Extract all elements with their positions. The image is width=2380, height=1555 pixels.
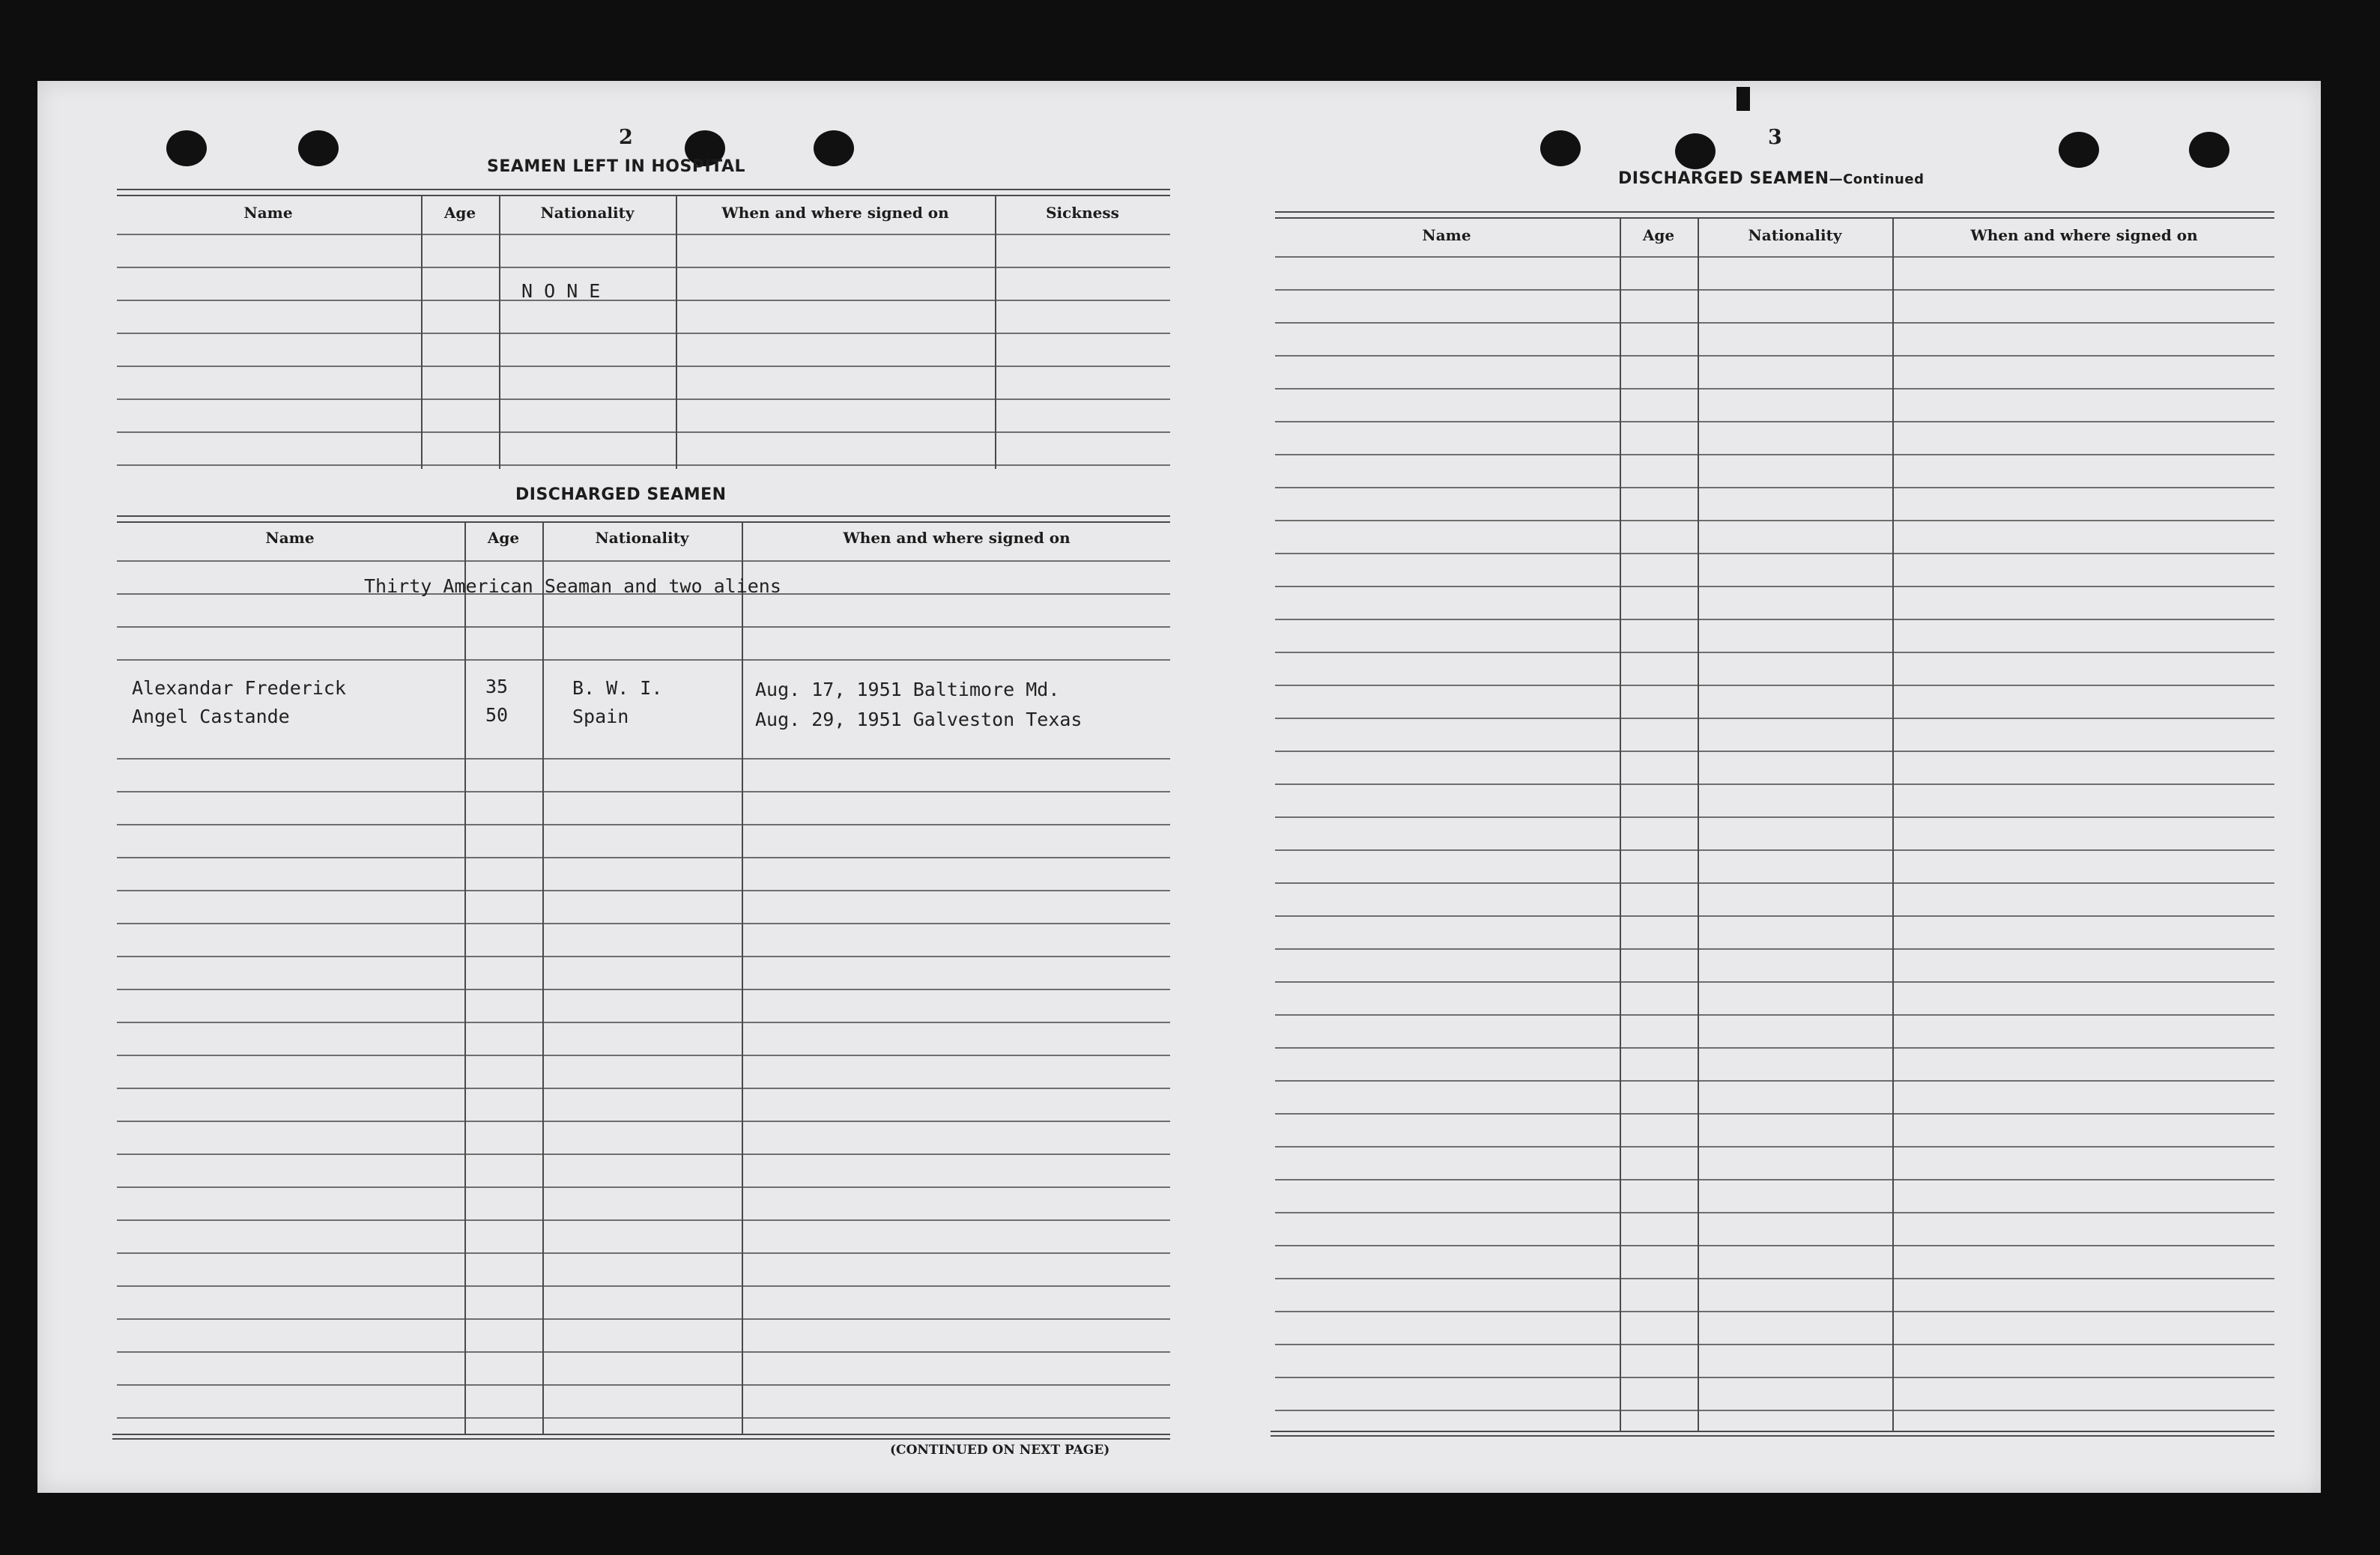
col-head-nationality: Nationality <box>595 529 689 547</box>
continued-suffix: —Continued <box>1829 172 1925 187</box>
seaman-age: 35 <box>485 676 509 697</box>
punch-hole <box>1540 130 1581 166</box>
ink-mark <box>1736 87 1750 111</box>
punch-hole <box>298 130 339 166</box>
discharged-continued-title-main: DISCHARGED SEAMEN <box>1618 169 1829 188</box>
col-head-nationality: Nationality <box>1748 226 1842 244</box>
col-head-name: Name <box>1422 226 1471 244</box>
seaman-signed-on: Aug. 29, 1951 Galveston Texas <box>755 709 1082 730</box>
page-number-left: 2 <box>619 126 633 149</box>
col-head-sickness: Sickness <box>1046 204 1119 222</box>
seaman-nationality: Spain <box>572 706 629 727</box>
col-head-signed-on: When and where signed on <box>721 204 949 222</box>
col-head-age: Age <box>487 529 520 547</box>
document-sheet <box>37 81 2321 1493</box>
hospital-section-title: SEAMEN LEFT IN HOSPITAL <box>487 157 746 176</box>
seaman-name: Angel Castande <box>132 706 290 727</box>
col-head-signed-on: When and where signed on <box>843 529 1071 547</box>
seaman-signed-on: Aug. 17, 1951 Baltimore Md. <box>755 679 1060 700</box>
continued-note: (CONTINUED ON NEXT PAGE) <box>890 1443 1110 1458</box>
col-head-signed-on: When and where signed on <box>1970 226 2198 244</box>
punch-hole <box>166 130 207 166</box>
col-head-nationality: Nationality <box>540 204 635 222</box>
discharged-continued-title <box>1618 169 1924 188</box>
seaman-age: 50 <box>485 704 509 726</box>
punch-hole <box>2189 132 2229 168</box>
col-head-name: Name <box>265 529 315 547</box>
col-head-age: Age <box>443 204 476 222</box>
col-head-name: Name <box>243 204 293 222</box>
punch-hole <box>2059 132 2099 168</box>
discharged-summary-note: Thirty American Seaman and two aliens <box>364 575 781 597</box>
hospital-none-entry: N O N E <box>521 280 601 302</box>
page-number-right: 3 <box>1768 126 1782 149</box>
seaman-nationality: B. W. I. <box>572 677 663 699</box>
discharged-section-title: DISCHARGED SEAMEN <box>515 485 727 504</box>
punch-hole <box>814 130 854 166</box>
seaman-name: Alexandar Frederick <box>132 677 346 699</box>
punch-hole <box>1675 133 1716 169</box>
col-head-age: Age <box>1642 226 1675 244</box>
